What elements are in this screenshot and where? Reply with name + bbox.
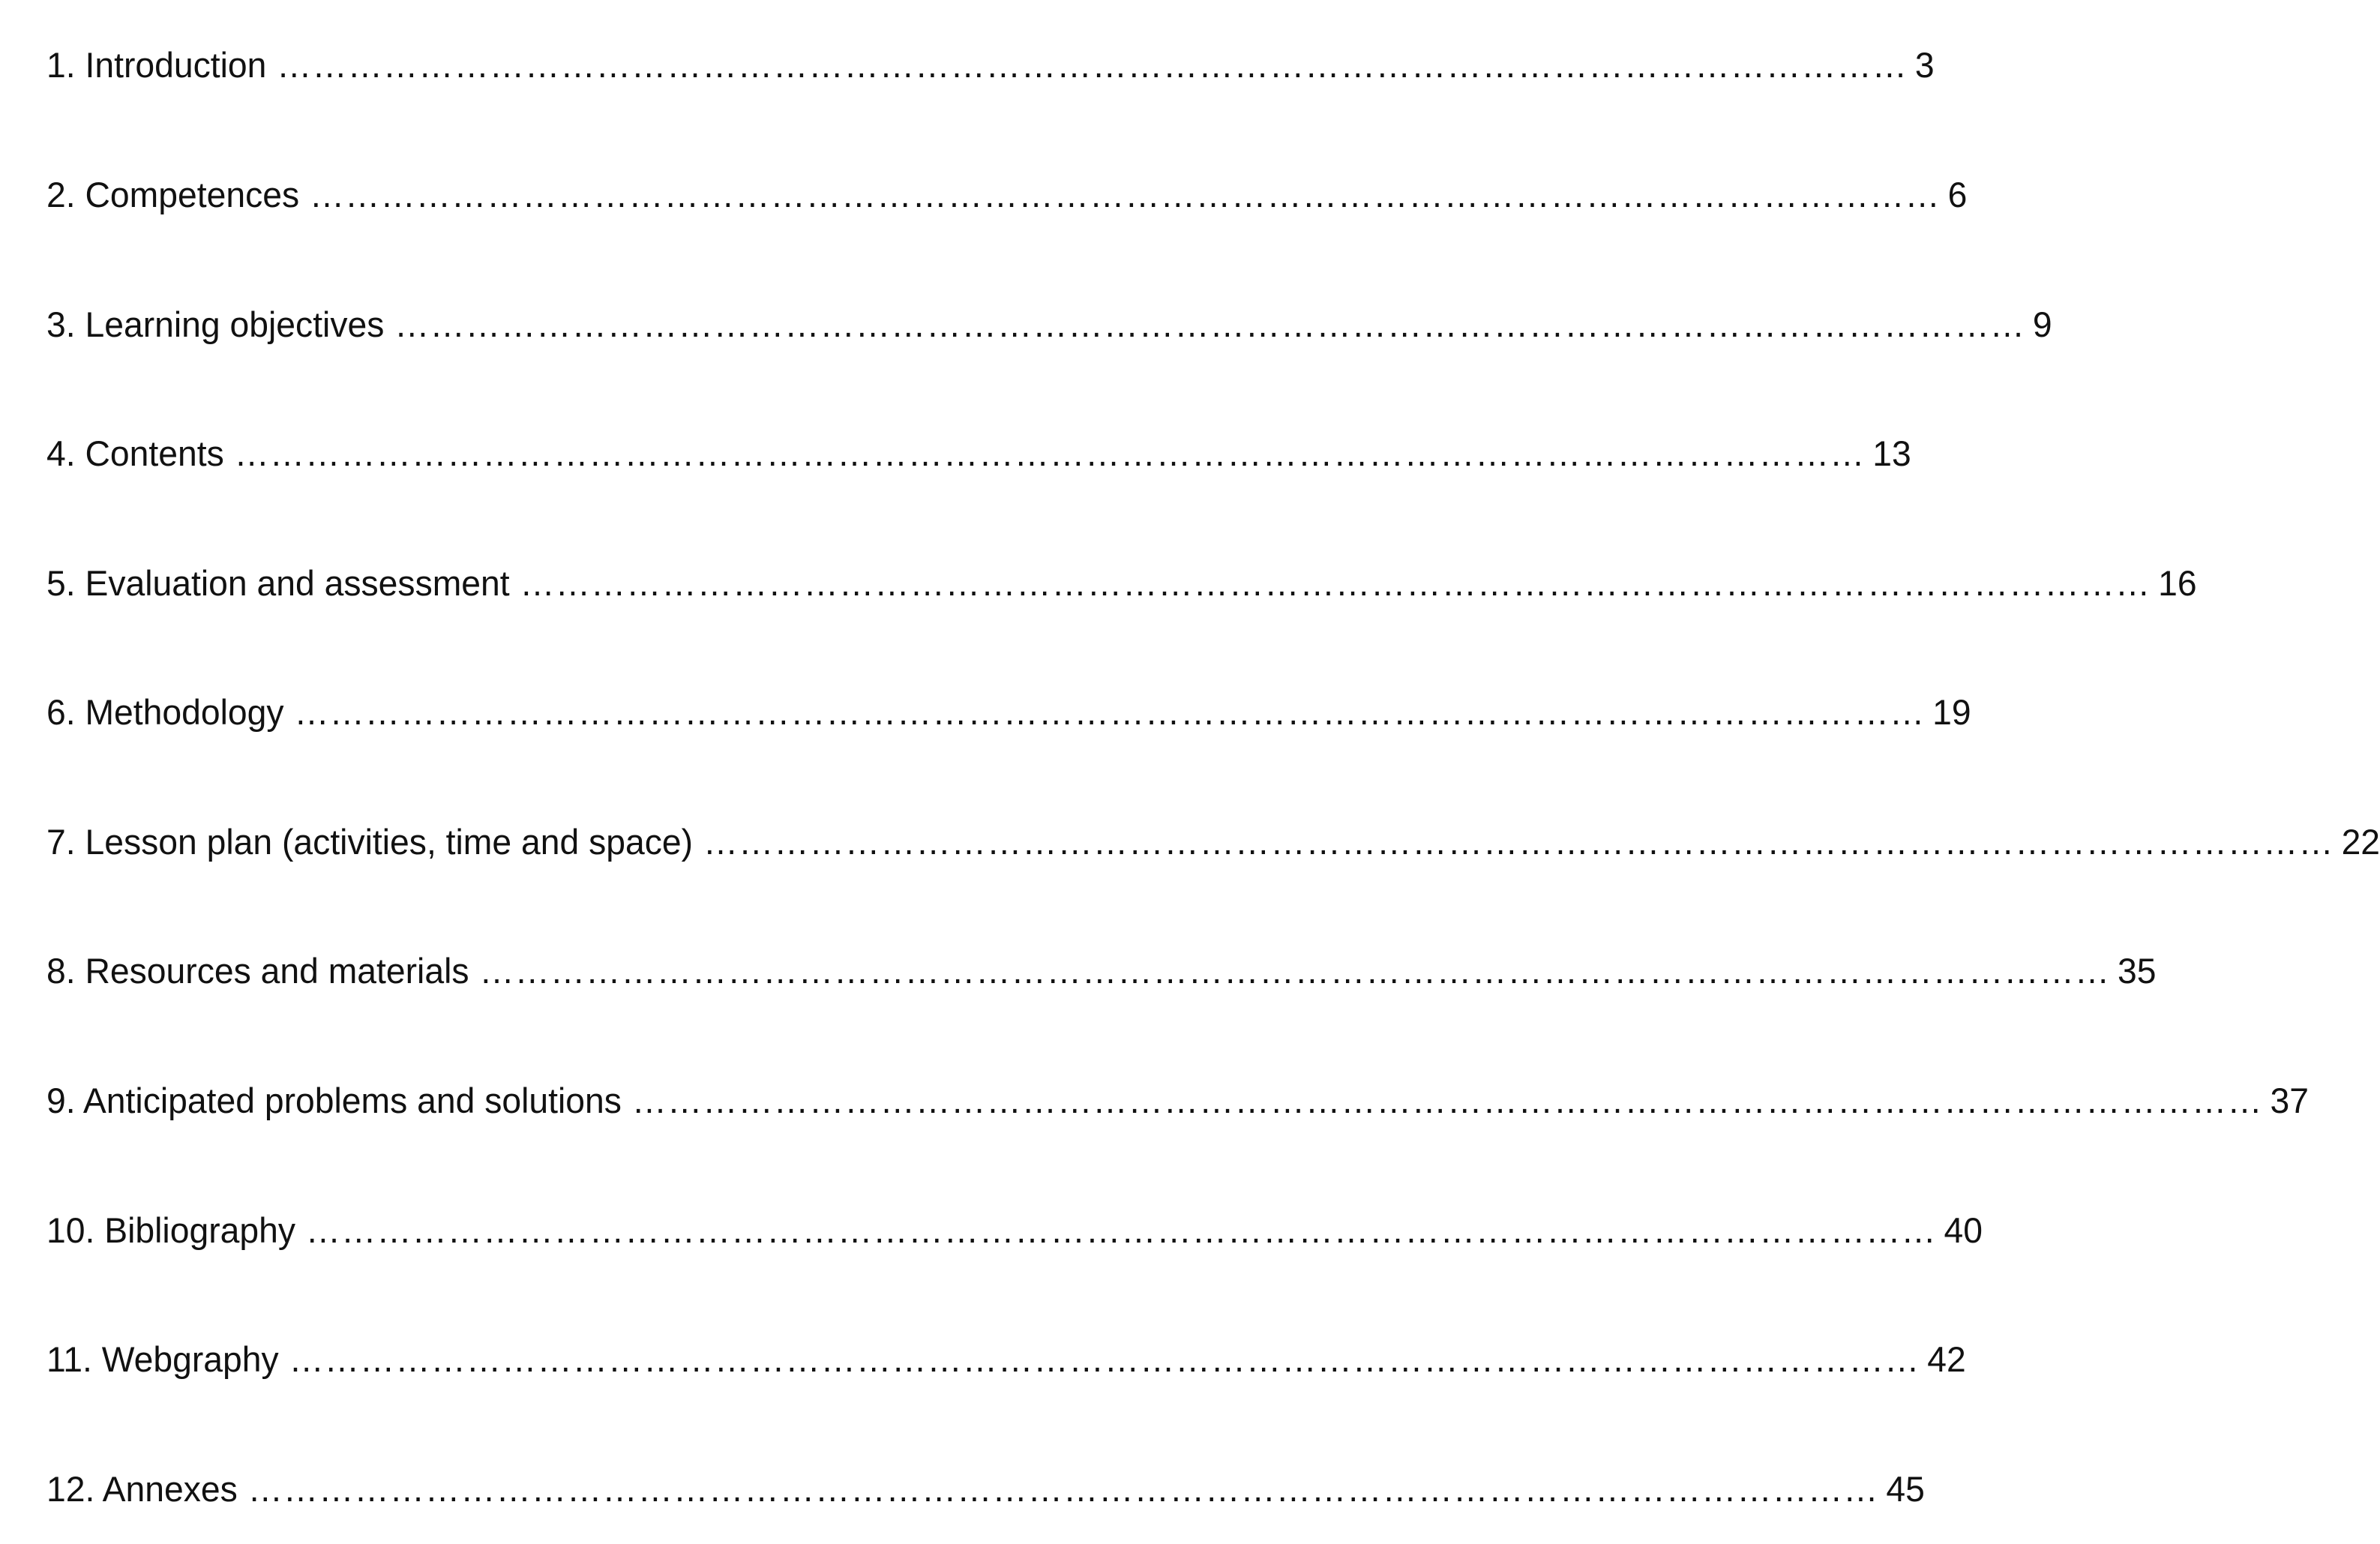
toc-entry-title: 11. Webgraphy bbox=[46, 1339, 279, 1379]
toc-entry-competences bbox=[46, 169, 1968, 221]
toc-entry-title: 3. Learning objectives bbox=[46, 304, 385, 344]
toc-entry-title: 12. Annexes bbox=[46, 1469, 238, 1509]
toc-dot-leader: ………………………………………………………………………………………………………………………… bbox=[289, 1339, 1920, 1379]
toc-dot-leader: ………………………………………………………………………………………………………………………… bbox=[305, 1210, 1937, 1250]
toc-entry-learning-objectives bbox=[46, 298, 2052, 351]
toc-entry-page: 3 bbox=[1914, 45, 1935, 85]
toc-dot-leader: ………………………………………………………………………………………………………………………… bbox=[277, 45, 1908, 85]
toc-entry-introduction bbox=[46, 39, 1935, 91]
table-of-contents bbox=[46, 0, 2380, 1544]
toc-entry-annexes bbox=[46, 1463, 1925, 1516]
toc-entry-webgraphy bbox=[46, 1333, 1966, 1386]
toc-entry-title: 7. Lesson plan (activities, time and space) bbox=[46, 822, 694, 862]
toc-entry-page: 16 bbox=[2158, 563, 2197, 603]
toc-dot-leader: ………………………………………………………………………………………………………………………… bbox=[294, 692, 1926, 732]
toc-entry-bibliography bbox=[46, 1204, 1983, 1257]
toc-entry-title: 6. Methodology bbox=[46, 692, 284, 732]
toc-entry-title: 10. Bibliography bbox=[46, 1210, 296, 1250]
toc-dot-leader: ………………………………………………………………………………………………………………………… bbox=[703, 822, 2334, 862]
toc-entry-lesson-plan bbox=[46, 816, 2380, 868]
toc-entry-page: 42 bbox=[1927, 1339, 1966, 1379]
toc-entry-page: 45 bbox=[1886, 1469, 1925, 1509]
toc-entry-title: 8. Resources and materials bbox=[46, 951, 469, 991]
toc-entry-contents bbox=[46, 427, 1911, 480]
toc-entry-title: 9. Anticipated problems and solutions bbox=[46, 1081, 622, 1120]
toc-entry-anticipated-problems bbox=[46, 1075, 2309, 1127]
toc-entry-page: 13 bbox=[1872, 433, 1911, 473]
toc-entry-title: 5. Evaluation and assessment bbox=[46, 563, 510, 603]
toc-entry-page: 6 bbox=[1947, 175, 1968, 214]
toc-dot-leader: ………………………………………………………………………………………………………………………… bbox=[247, 1469, 1879, 1509]
toc-entry-page: 22 bbox=[2341, 822, 2380, 862]
toc-dot-leader: ………………………………………………………………………………………………………………………… bbox=[394, 304, 2026, 344]
toc-dot-leader: ………………………………………………………………………………………………………………………… bbox=[479, 951, 2111, 991]
toc-dot-leader: ………………………………………………………………………………………………………………………… bbox=[631, 1081, 2263, 1120]
toc-entry-title: 2. Competences bbox=[46, 175, 300, 214]
toc-dot-leader: ………………………………………………………………………………………………………………………… bbox=[234, 433, 1866, 473]
toc-entry-page: 40 bbox=[1944, 1210, 1983, 1250]
toc-entry-evaluation-and-assessment bbox=[46, 557, 2197, 610]
toc-entry-resources-and-materials bbox=[46, 945, 2157, 997]
toc-entry-page: 19 bbox=[1932, 692, 1971, 732]
toc-dot-leader: ………………………………………………………………………………………………………………………… bbox=[309, 175, 1941, 214]
toc-entry-page: 35 bbox=[2118, 951, 2157, 991]
toc-entry-title: 4. Contents bbox=[46, 433, 224, 473]
toc-entry-methodology bbox=[46, 686, 1971, 739]
toc-dot-leader: ………………………………………………………………………………………………………………………… bbox=[520, 563, 2151, 603]
toc-entry-page: 37 bbox=[2270, 1081, 2309, 1120]
toc-entry-title: 1. Introduction bbox=[46, 45, 267, 85]
toc-entry-page: 9 bbox=[2032, 304, 2052, 344]
